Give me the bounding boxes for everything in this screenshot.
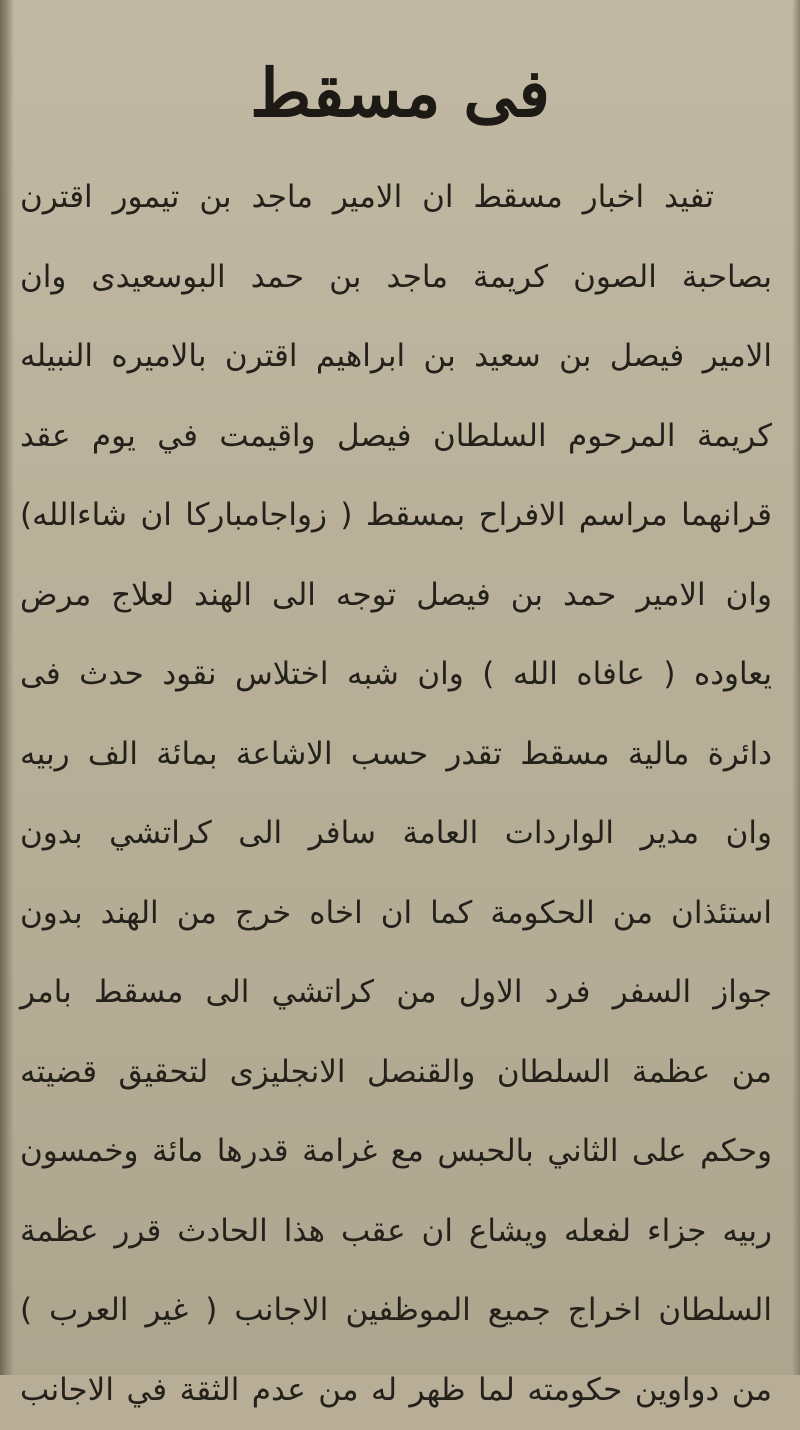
article-headline: فى مسقط <box>0 48 800 138</box>
right-paper-edge <box>792 0 800 1375</box>
article-line: تفيد اخبار مسقط ان الامير ماجد بن تيمور اقترن <box>20 158 772 238</box>
article-line: جواز السفر فرد الاول من كراتشي الى مسقط بامر <box>20 953 772 1033</box>
article-line: قرانهما مراسم الافراح بمسقط ( زواجامباركا ان شاءالله) <box>20 476 772 556</box>
article-line: دائرة مالية مسقط تقدر حسب الاشاعة بمائة الف ربيه <box>20 715 772 795</box>
left-paper-edge <box>0 0 14 1375</box>
article-line: وان الامير حمد بن فيصل توجه الى الهند لعلاج مرض <box>20 556 772 636</box>
article-body <box>20 158 772 1430</box>
article-line: كريمة المرحوم السلطان فيصل واقيمت في يوم عقد <box>20 397 772 477</box>
article-line: من عظمة السلطان والقنصل الانجليزى لتحقيق قضيته <box>20 1033 772 1113</box>
article-line: الامير فيصل بن سعيد بن ابراهيم اقترن بالاميره النبيله <box>20 317 772 397</box>
article-line: استئذان من الحكومة كما ان اخاه خرج من الهند بدون <box>20 874 772 954</box>
article-line: السلطان اخراج جميع الموظفين الاجانب ( غير العرب ) <box>20 1271 772 1351</box>
article-line: من دواوين حكومته لما ظهر له من عدم الثقة في الاجانب <box>20 1351 772 1430</box>
article-line: وان مدير الواردات العامة سافر الى كراتشي بدون <box>20 794 772 874</box>
article-line: يعاوده ( عافاه الله ) وان شبه اختلاس نقود حدث فى <box>20 635 772 715</box>
article-line: وحكم على الثاني بالحبس مع غرامة قدرها مائة وخمسون <box>20 1112 772 1192</box>
article-line: بصاحبة الصون كريمة ماجد بن حمد البوسعيدى وان <box>20 238 772 318</box>
article-line: ربيه جزاء لفعله ويشاع ان عقب هذا الحادث قرر عظمة <box>20 1192 772 1272</box>
